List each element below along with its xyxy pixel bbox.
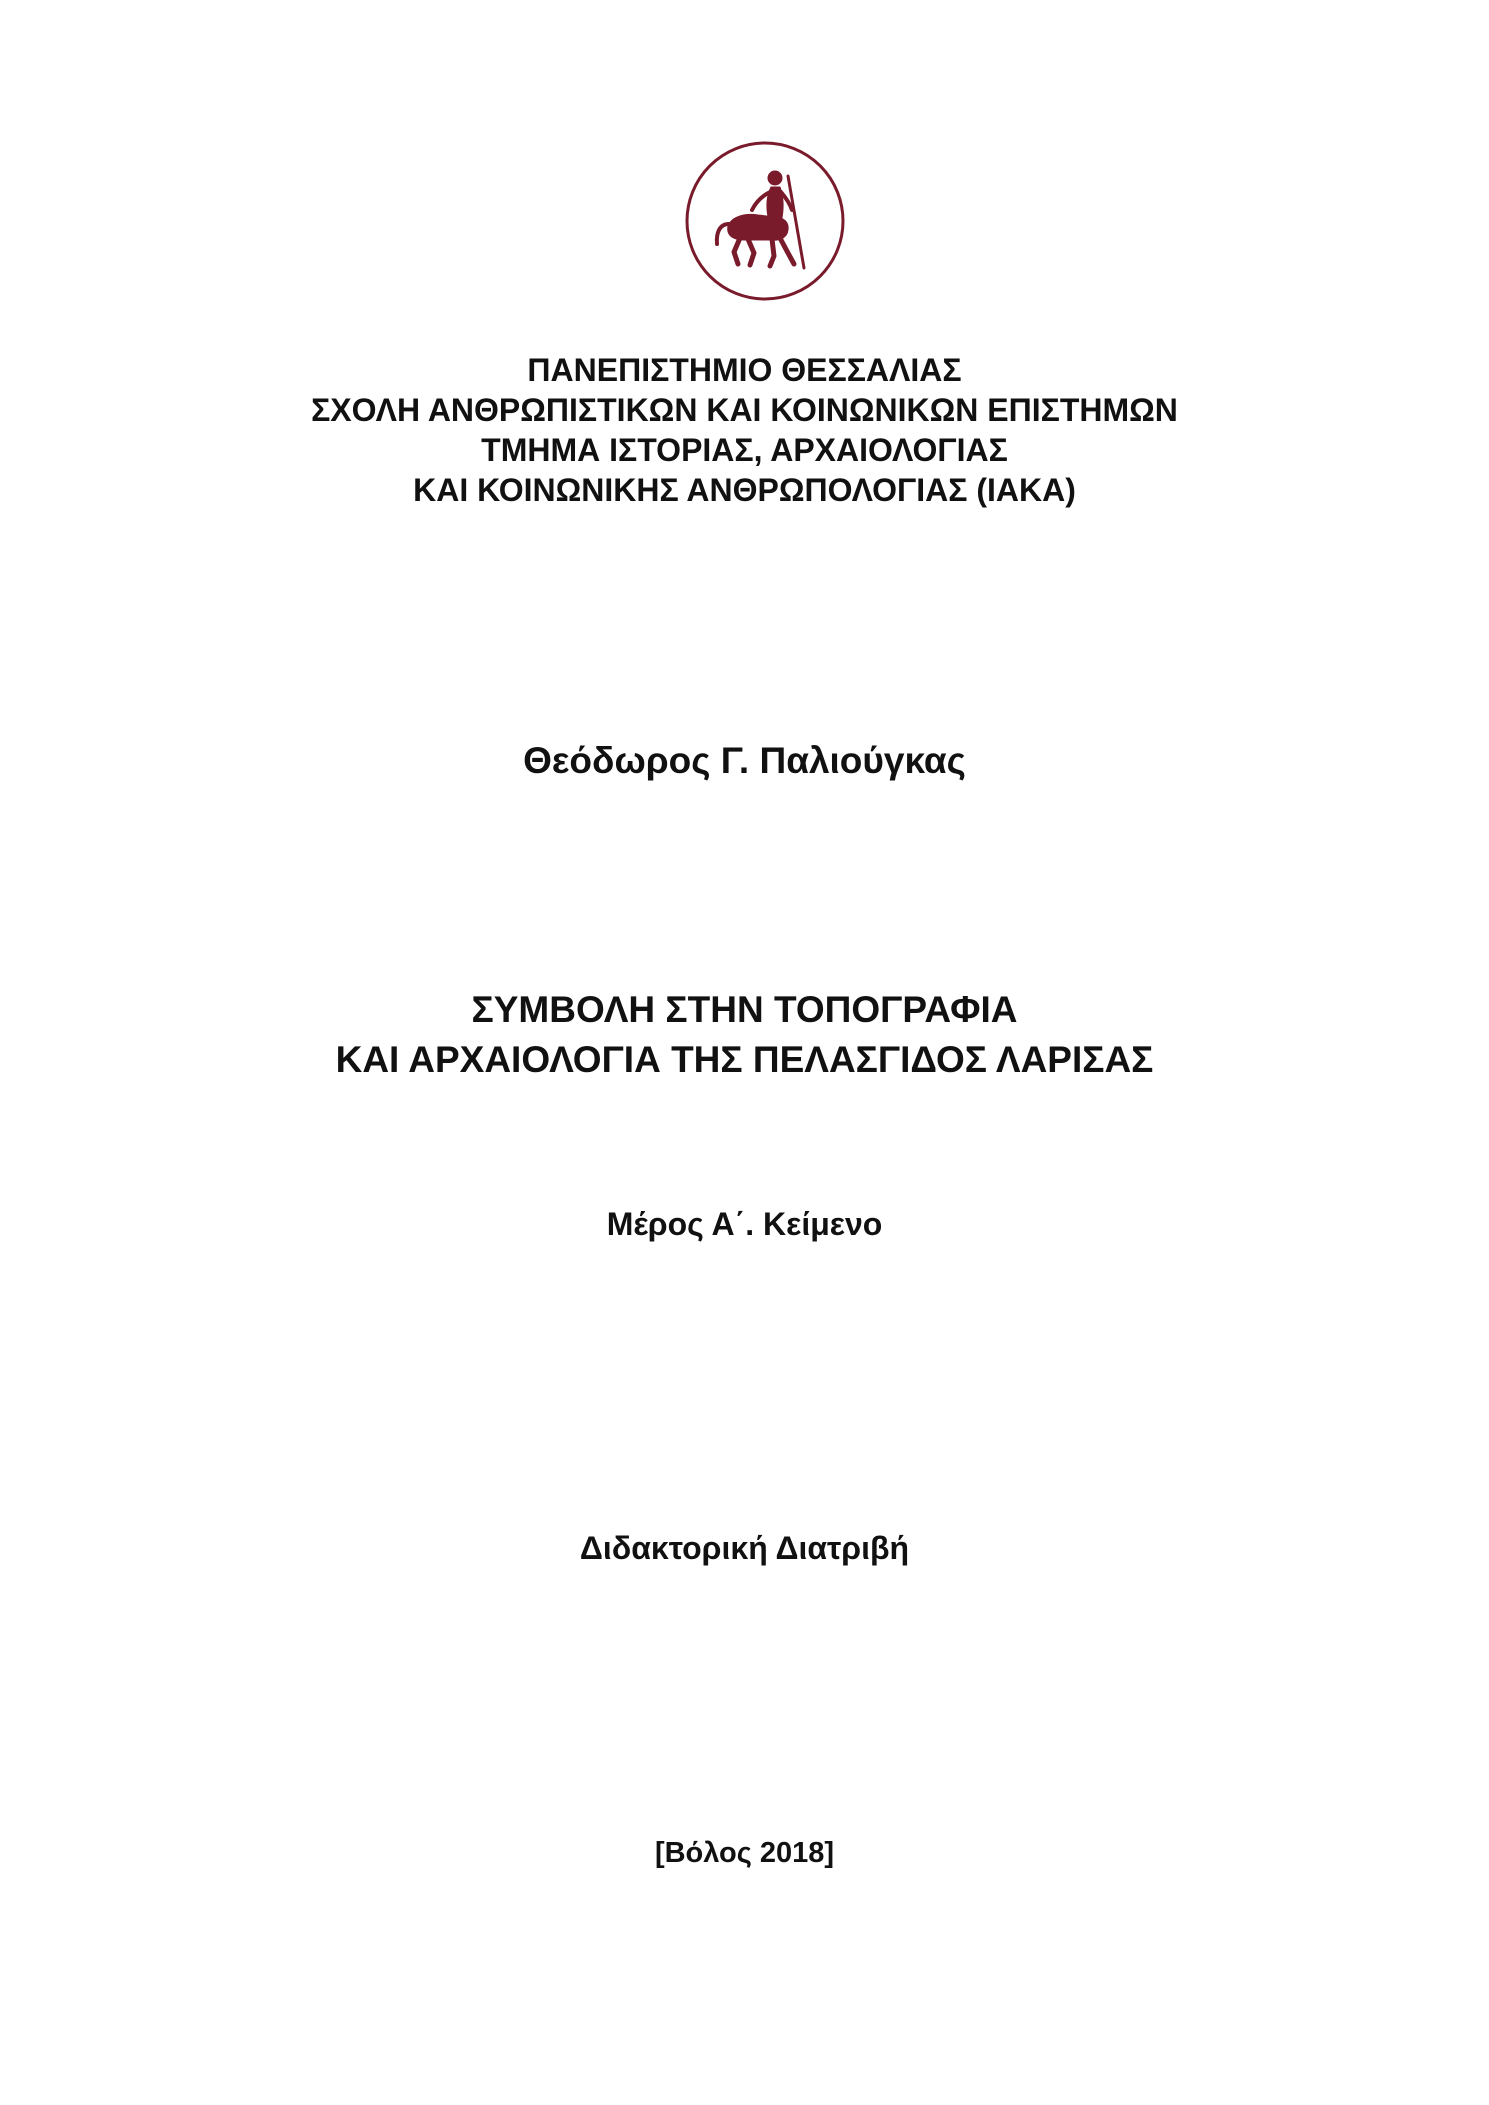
institution-header bbox=[0, 350, 1489, 510]
centaur-emblem-icon bbox=[684, 140, 846, 302]
author-name: Θεόδωρος Γ. Παλιούγκας bbox=[523, 740, 966, 781]
school-name: ΣΧΟΛΗ ΑΝΘΡΩΠΙΣΤΙΚΩΝ ΚΑΙ ΚΟΙΝΩΝΙΚΩΝ ΕΠΙΣΤΗΜΩΝ bbox=[311, 392, 1178, 428]
place-date: [Βόλος 2018] bbox=[654, 1837, 835, 1869]
thesis-title-line1: ΣΥΜΒΟΛΗ ΣΤΗΝ ΤΟΠΟΓΡΑΦΙΑ bbox=[471, 989, 1018, 1030]
department-name-line2: ΚΑΙ ΚΟΙΝΩΝΙΚΗΣ ΑΝΘΡΩΠΟΛΟΓΙΑΣ (ΙΑΚΑ) bbox=[413, 472, 1076, 508]
part-label: Μέρος Α΄. Κείμενο bbox=[606, 1206, 883, 1242]
thesis-title bbox=[0, 985, 1489, 1085]
thesis-title-line2: ΚΑΙ ΑΡΧΑΙΟΛΟΓΙΑ ΤΗΣ ΠΕΛΑΣΓΙΔΟΣ ΛΑΡΙΣΑΣ bbox=[335, 1039, 1154, 1080]
document-type: Διδακτορική Διατριβή bbox=[579, 1530, 910, 1566]
department-name-line1: ΤΜΗΜΑ ΙΣΤΟΡΙΑΣ, ΑΡΧΑΙΟΛΟΓΙΑΣ bbox=[481, 432, 1008, 468]
university-name: ΠΑΝΕΠΙΣΤΗΜΙΟ ΘΕΣΣΑΛΙΑΣ bbox=[527, 352, 962, 388]
